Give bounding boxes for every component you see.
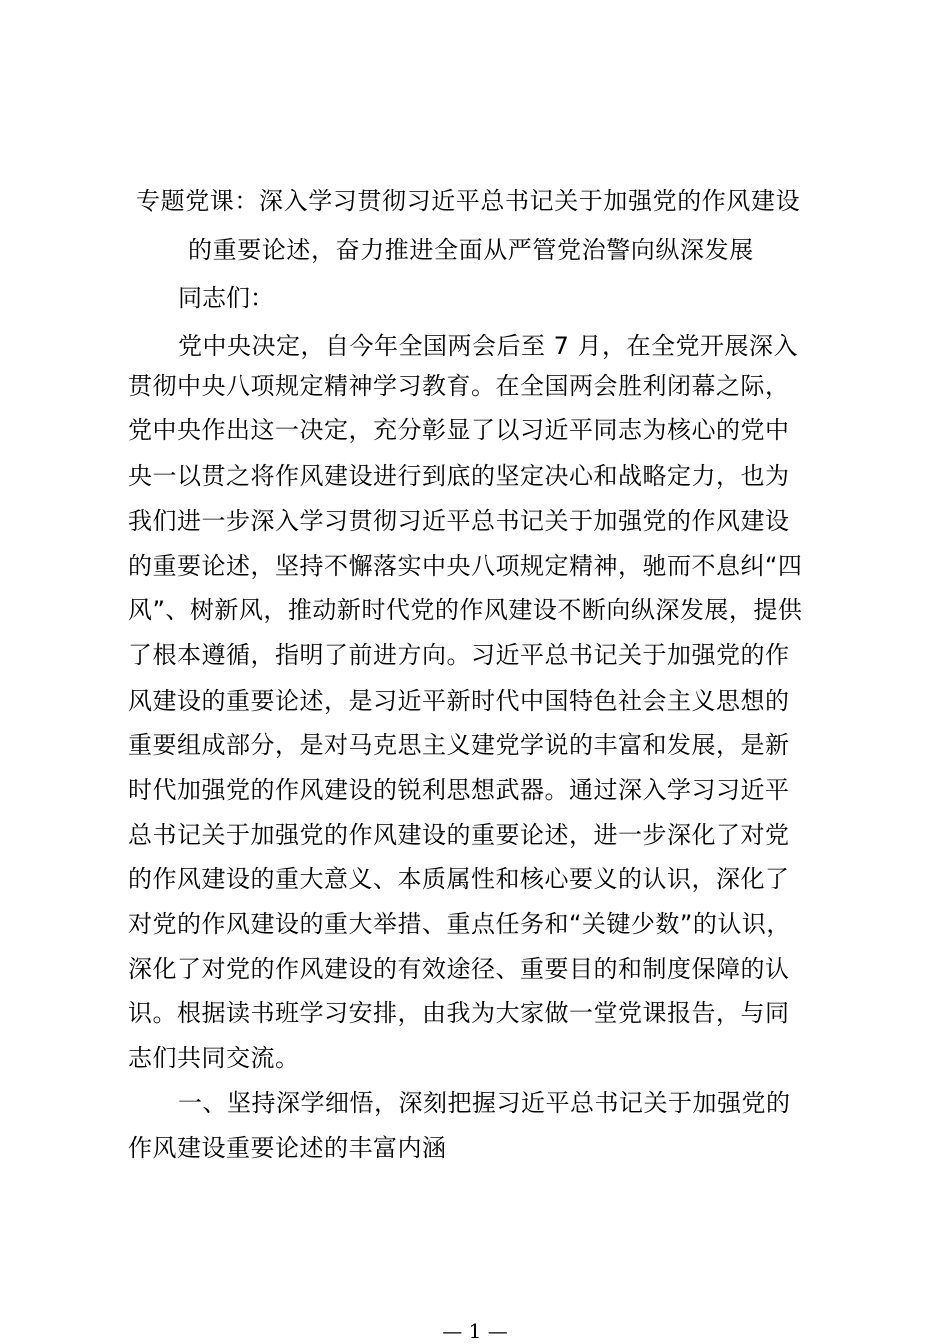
section-heading-line-1: 一、坚持深学细悟，深刻把握习近平总书记关于加强党的 [178,1089,791,1117]
page-number: — 1 — [442,1319,508,1343]
paragraph-line: 党中央作出这一决定，充分彰显了以习近平同志为核心的党中 [128,416,790,444]
paragraph-line: 风”、树新风，推动新时代党的作风建设不断向纵深发展，提供 [128,596,803,624]
paragraph-line: 贯彻中央八项规定精神学习教育。在全国两会胜利闭幕之际， [128,372,790,400]
paragraph-line: 风建设的重要论述，是习近平新时代中国特色社会主义思想的 [128,687,790,715]
paragraph-line: 我们进一步深入学习贯彻习近平总书记关于加强党的作风建设 [128,507,790,535]
paragraph-line: 央一以贯之将作风建设进行到底的坚定决心和战略定力，也为 [128,462,790,490]
section-heading-line-2: 作风建设重要论述的丰富内涵 [128,1134,447,1162]
paragraph-line: 志们共同交流。 [128,1044,300,1072]
paragraph-line: 时代加强党的作风建设的锐利思想武器。通过深入学习习近平 [128,776,790,804]
paragraph-line: 总书记关于加强党的作风建设的重要论述，进一步深化了对党 [128,821,790,849]
salutation: 同志们： [178,284,274,312]
paragraph-line: 党中央决定，自今年全国两会后至 7 月，在全党开展深入 [178,332,799,360]
paragraph-line: 了根本遵循，指明了前进方向。习近平总书记关于加强党的作 [128,641,790,669]
paragraph-line: 识。根据读书班学习安排，由我为大家做一堂党课报告，与同 [128,999,790,1027]
paragraph-line: 深化了对党的作风建设的有效途径、重要目的和制度保障的认 [128,955,790,983]
paragraph-line: 的作风建设的重大意义、本质属性和核心要义的认识，深化了 [128,865,790,893]
paragraph-line: 的重要论述，坚持不懈落实中央八项规定精神，驰而不息纠“四 [128,552,803,580]
document-title-line-2: 的重要论述，奋力推进全面从严管党治警向纵深发展 [188,236,754,264]
paragraph-line: 对党的作风建设的重大举措、重点任务和“关键少数”的认识， [128,910,791,938]
paragraph-line: 重要组成部分，是对马克思主义建党学说的丰富和发展，是新 [128,731,790,759]
document-title-line-1: 专题党课：深入学习贯彻习近平总书记关于加强党的作风建设 [136,187,801,215]
